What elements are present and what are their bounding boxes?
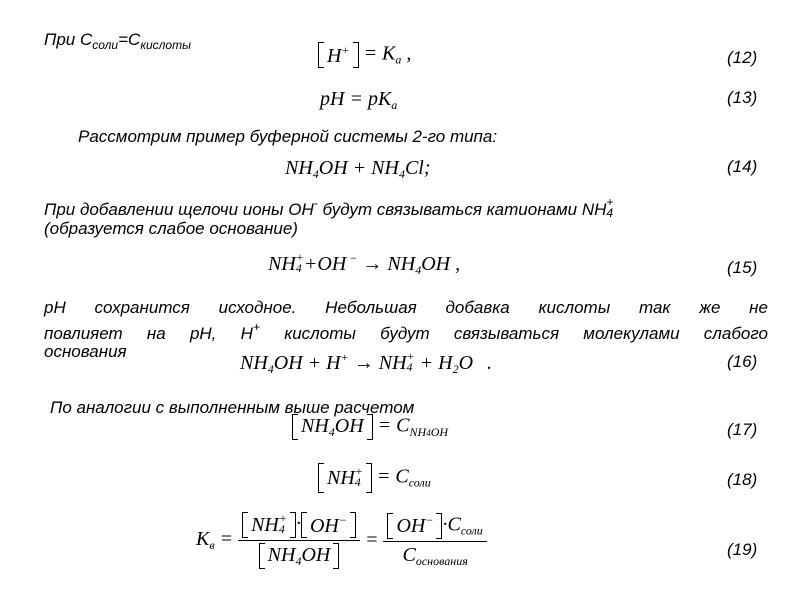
eq17-csub-4: 4: [426, 427, 431, 438]
eq16-sup2: +: [406, 349, 415, 363]
eq14-cl: Cl;: [404, 157, 431, 179]
eq12-h: H: [327, 44, 342, 67]
eq14-sub1: 4: [312, 167, 319, 181]
eq15-nh: NH: [268, 253, 296, 275]
eq16-dot: .: [487, 352, 493, 374]
intro-buffer-text: Рассмотрим пример буферной системы 2-го типа:: [78, 127, 498, 146]
alkali-sub-4: 4: [606, 206, 614, 220]
eq19-k: K: [196, 528, 210, 550]
acid-paragraph-line1: pH сохранится исходное. Небольшая добавка кислоты так же не: [44, 298, 768, 317]
eq17-nh: NH: [301, 414, 329, 437]
equation-16: [240, 350, 492, 377]
eq17-oh: OH: [334, 414, 364, 437]
eq19-num1-sup: +: [278, 511, 287, 525]
equation-number-17: (17): [727, 420, 758, 439]
equation-number-14: (14): [727, 157, 758, 176]
eq19-num1-sup2: −: [338, 512, 347, 527]
eq19-fraction1: [238, 510, 360, 571]
eq19-num2-dot-c: ·C: [442, 513, 461, 536]
eq19-num2-oh: OH: [396, 515, 426, 537]
eq12-equals-k: = K: [358, 42, 396, 65]
eq16-o: O: [458, 352, 474, 374]
eq17-equals-c: = C: [372, 414, 410, 437]
alkali-sup-minus: -: [313, 196, 318, 210]
eq18-nh: NH: [327, 467, 355, 489]
eq19-dot-operator: ·: [295, 512, 301, 535]
condition-heading: [44, 30, 191, 52]
eq18-sup-plus: +: [354, 464, 363, 478]
condition-prefix: При С: [44, 30, 93, 49]
eq15-sup-plus: +: [295, 250, 304, 264]
eq12-comma: ,: [401, 42, 412, 65]
equation-12: [318, 42, 411, 68]
alkali-line1-b: будут связываться катионами NH: [317, 200, 607, 219]
eq19-equals1: =: [214, 528, 234, 550]
equation-number-12: (12): [727, 48, 758, 67]
eq19-den1-oh: OH: [301, 543, 331, 566]
eq14-oh-nh: OH + NH: [318, 157, 399, 179]
eq19-num2-sup: −: [425, 513, 434, 527]
acid-paragraph-line2: [44, 320, 768, 344]
equation-17: [292, 414, 448, 440]
condition-sub-acid: кислоты: [140, 38, 191, 52]
eq16-plus-h: + H: [414, 352, 453, 374]
acid-line2-a: повлияет на рН, Н: [44, 324, 253, 343]
eq19-num1-nh: NH: [251, 514, 279, 536]
eq19-num2-sub: соли: [460, 523, 483, 538]
condition-equals: =С: [118, 30, 141, 49]
eq18-equals-c: = C: [371, 465, 409, 488]
eq12-sub-a: a: [395, 52, 402, 67]
eq13-sub-a: a: [391, 98, 398, 112]
eq15-oh: +OH: [303, 253, 347, 275]
acid-paragraph-line3: основания: [44, 342, 127, 361]
alkali-paragraph-line1: [44, 196, 613, 220]
equation-14: [285, 157, 431, 182]
eq17-csub-oh: OH: [430, 424, 449, 439]
analogy-text: По аналогии с выполненным выше расчетом: [50, 398, 415, 417]
eq15-sub2: 4: [415, 263, 422, 277]
eq16-sub1: 4: [267, 362, 274, 376]
eq19-num1-oh: OH: [309, 514, 339, 537]
eq17-csub-nh: NH: [409, 424, 427, 439]
eq18-sub-4: 4: [354, 475, 361, 489]
eq16-sub3: 2: [452, 362, 459, 376]
equation-number-16: (16): [727, 352, 758, 371]
equation-number-18: (18): [727, 470, 758, 489]
alkali-sup-plus: +: [606, 195, 614, 209]
eq14-nh: NH: [285, 157, 313, 179]
eq16-arrow-nh: → NH: [348, 352, 407, 374]
eq15-sup-minus: −: [346, 251, 358, 265]
eq16-oh-h: OH + H: [273, 352, 341, 374]
acid-sup-plus: +: [252, 320, 260, 334]
equation-13: [320, 88, 397, 113]
acid-line2-b: кислоты будут связываться молекулами слабого: [259, 324, 768, 343]
eq15-sub-4: 4: [295, 261, 302, 275]
condition-sub-salt: соли: [92, 38, 119, 52]
alkali-line1-a: При добавлении щелочи ионы ОН: [44, 200, 314, 219]
eq19-num1-sub: 4: [278, 522, 285, 536]
equation-number-19: (19): [727, 540, 758, 559]
eq18-csub-salt: соли: [408, 475, 431, 490]
eq16-nh: NH: [240, 352, 268, 374]
eq19-den2-sub: основания: [415, 553, 468, 568]
equation-number-15: (15): [727, 258, 758, 277]
eq14-sub2: 4: [398, 167, 405, 181]
eq13-text: pH = pK: [320, 88, 392, 110]
equation-18: [318, 463, 431, 493]
alkali-paragraph-line2: (образуется слабое основание): [44, 219, 298, 238]
equation-19: [196, 510, 487, 571]
eq19-den1-sub: 4: [295, 553, 302, 568]
eq15-oh-end: OH ,: [421, 253, 461, 275]
eq19-fraction2: [383, 511, 486, 571]
eq19-den1-nh: NH: [267, 543, 296, 566]
eq17-sub1: 4: [328, 424, 335, 439]
equation-15: [268, 251, 460, 278]
eq19-k-sub: в: [209, 538, 215, 552]
eq12-plus: +: [341, 42, 350, 57]
eq16-sub2: 4: [406, 360, 413, 374]
eq15-arrow-nh: → NH: [357, 253, 416, 275]
eq19-den2-c: C: [402, 543, 416, 566]
equation-number-13: (13): [727, 88, 758, 107]
eq19-equals2: =: [364, 529, 379, 551]
eq16-sup-plus: +: [340, 350, 349, 364]
